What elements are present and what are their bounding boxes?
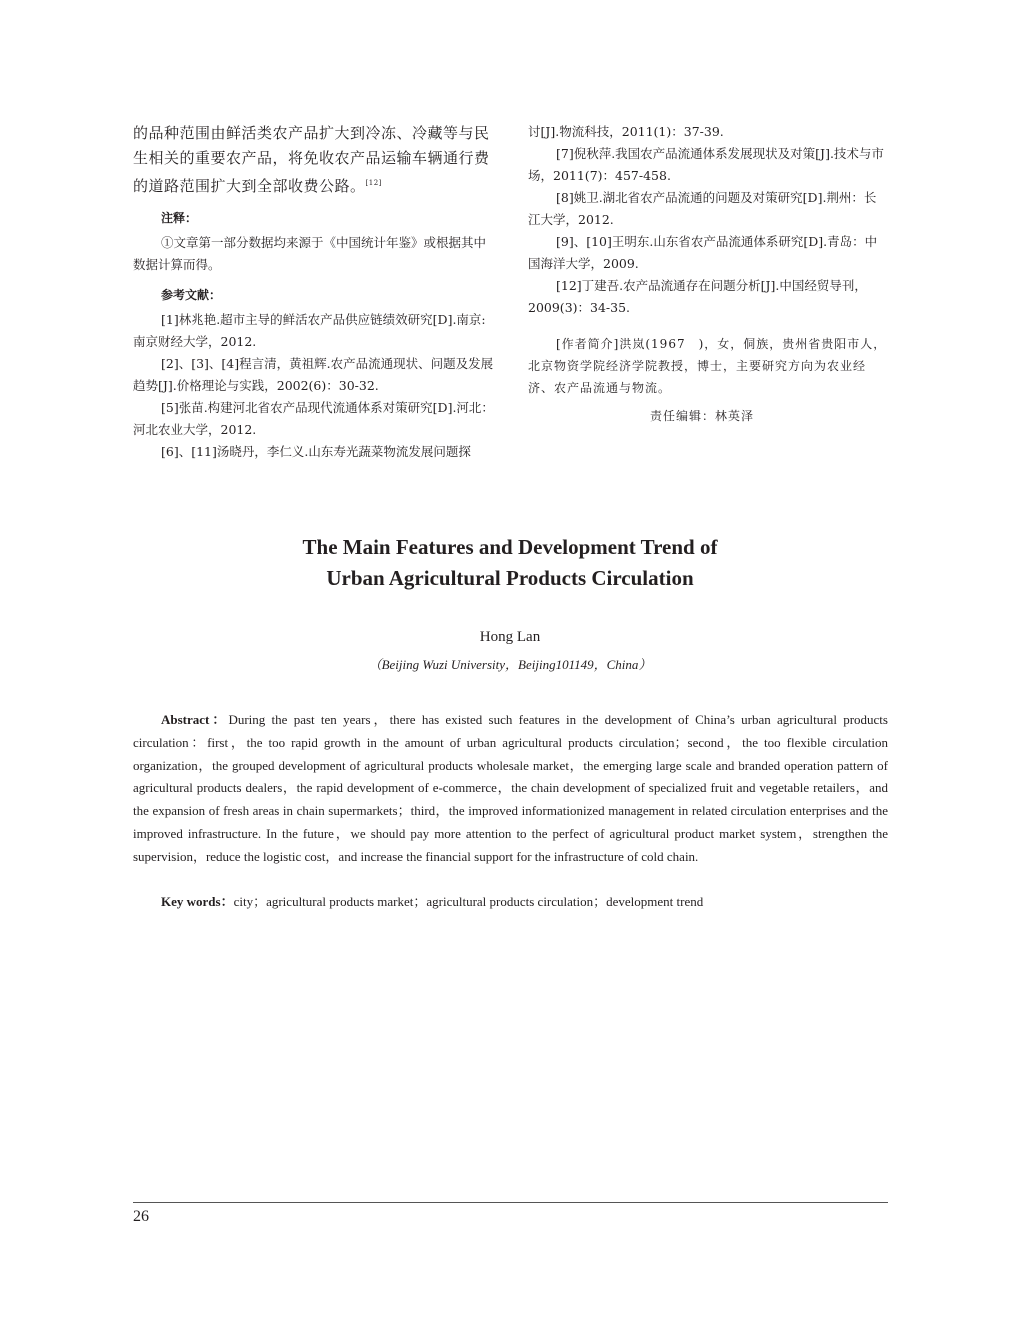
author-bio: [作者简介]洪岚(1967 )，女，侗族，贵州省贵阳市人，北京物资学院经济学院教授，博士，主要研究方向为农业经济、农产品流通与物流。 [528,337,887,395]
body-citation: [12] [365,179,382,187]
body-paragraph [133,121,495,199]
references-heading: 参考文献： [161,288,222,302]
reference-item: [2]、[3]、[4]程言清，黄祖辉.农产品流通现状、问题及发展趋势[J].价格理论与实践，2002(6)：30-32. [133,356,494,393]
abstract-text: During the past ten years，there has existed such features in the development of China’s urban agricultural products circulation：first，the too rapid growth in the amount of urban agricultural products circulation；second，the too flexible circulation organization，the grouped development of agricultural products wholesale market，the emerging large scale and branded operation pattern of agricultural products dealers，the rapid development of e-commerce，the chain development of specialized fruit and vegetable retailers，and the expansion of fresh areas in chain supermarkets；third，the improved informationized management in related circulation enterprises and the improved infrastructure. In the future，we should pay more attention to the perfect of agricultural product market system，strengthen the supervision，reduce the logistic cost，and increase the financial support for the infrastructure of cold chain. [133,712,888,864]
footer-rule [133,1202,888,1203]
english-abstract [133,709,888,869]
reference-item: [6]、[11]汤晓丹，李仁义.山东寿光蔬菜物流发展问题探 [161,444,471,459]
english-keywords [133,891,888,910]
english-title-line-2: Urban Agricultural Products Circulation [326,566,694,590]
reference-item: [5]张苗.构建河北省农产品现代流通体系对策研究[D].河北：河北农业大学，2012. [133,400,494,437]
editor-credit: 责任编辑：林英泽 [650,409,755,423]
keywords-label: Key words： [161,894,234,909]
reference-item: [1]林兆艳.超市主导的鲜活农产品供应链绩效研究[D].南京:南京财经大学，2012. [133,312,486,349]
reference-item: [9]、[10]王明东.山东省农产品流通体系研究[D].青岛：中国海洋大学，2009. [528,234,878,271]
english-title [0,532,1020,594]
english-author: Hong Lan [479,629,541,645]
left-column [133,121,495,463]
reference-item: [12]丁建吾.农产品流通存在问题分析[J].中国经贸导刊，2009(3)：34-35. [528,278,867,315]
right-column [528,121,888,424]
page-number: 26 [133,1208,149,1225]
reference-item: [8]姚卫.湖北省农产品流通的问题及对策研究[D].荆州：长江大学，2012. [528,190,877,227]
body-paragraph-text: 的品种范围由鲜活类农产品扩大到冷冻、冷藏等与民生相关的重要农产品，将免收农产品运输车辆通行费的道路范围扩大到全部收费公路。 [133,124,490,195]
english-title-line-1: The Main Features and Development Trend of [302,535,718,559]
note-1: ①文章第一部分数据均来源于《中国统计年鉴》或根据其中数据计算而得。 [133,235,487,272]
english-affiliation: （Beijing Wuzi University，Beijing101149，China） [368,657,652,672]
abstract-label: Abstract： [161,712,229,727]
keywords-text: city；agricultural products market；agricultural products circulation；development trend [233,894,704,909]
reference-continuation: 讨[J].物流科技，2011(1)：37-39. [528,124,724,139]
notes-heading: 注释： [161,211,198,225]
reference-item: [7]倪秋萍.我国农产品流通体系发展现状及对策[J].技术与市场，2011(7)：457-458. [528,146,884,183]
